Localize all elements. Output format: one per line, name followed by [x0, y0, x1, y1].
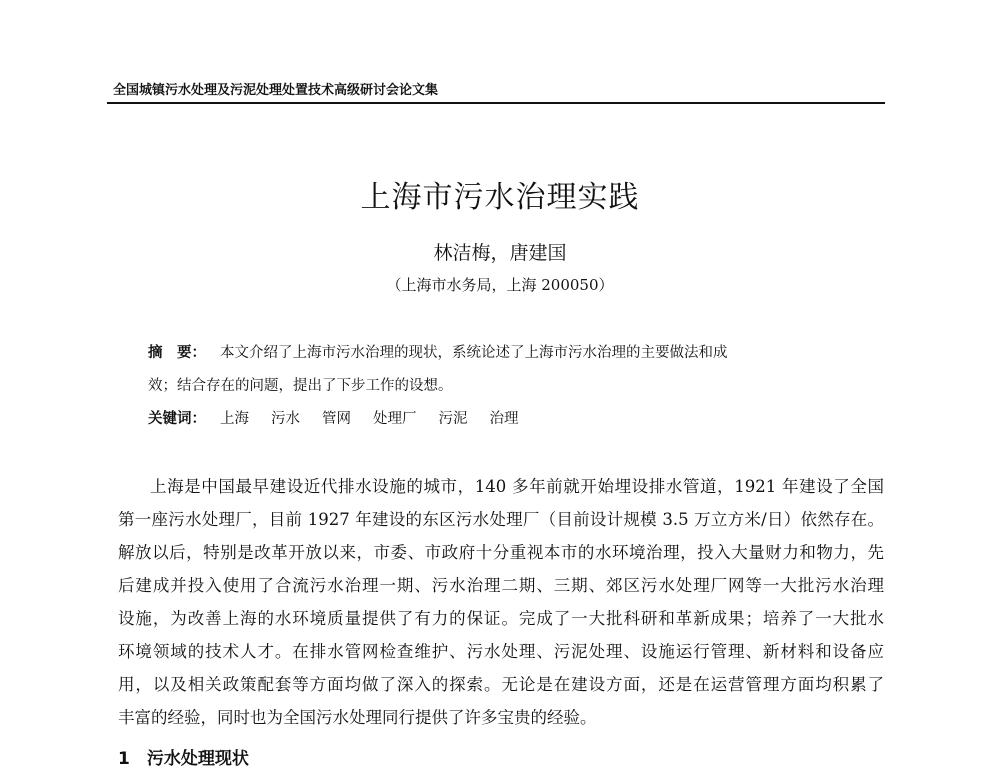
keyword: 污水 — [271, 411, 300, 427]
keywords — [148, 407, 854, 428]
keyword: 管网 — [322, 411, 351, 427]
body-line: 第一座污水处理厂，目前 1927 年建设的东区污水处理厂（目前设计规模 3.5 万立方米/日）依然存在。 — [118, 510, 884, 529]
body-line: 上海是中国最早建设近代排水设施的城市，140 多年前就开始埋设排水管道，1921 年建设了全国 — [150, 477, 884, 496]
body-line: 后建成并投入使用了合流污水治理一期、污水治理二期、三期、郊区污水处理厂网等一大批污水治理 — [118, 576, 884, 595]
header-rule — [107, 102, 885, 104]
paper-title: 上海市污水治理实践 — [360, 180, 640, 215]
keyword: 治理 — [489, 411, 519, 427]
abstract-line-2: 效；结合存在的问题，提出了下步工作的设想。 — [148, 378, 453, 394]
section-heading: 1 污水处理现状 — [118, 749, 249, 769]
body-line: 设施，为改善上海的水环境质量提供了有力的保证。完成了一大批科研和革新成果；培养了一大批水 — [118, 609, 884, 628]
body-line: 解放以后，特别是改革开放以来，市委、市政府十分重视本市的水环境治理，投入大量财力和物力，先 — [118, 543, 884, 562]
running-header: 全国城镇污水处理及污泥处理处置技术高级研讨会论文集 — [113, 83, 439, 98]
authors: 林洁梅，唐建国 — [433, 242, 567, 264]
abstract-label: 摘 要： — [148, 345, 206, 361]
affiliation: （上海市水务局，上海 200050） — [386, 276, 614, 294]
keywords-label: 关键词： — [148, 411, 206, 427]
body-line: 丰富的经验，同时也为全国污水处理同行提供了许多宝贵的经验。 — [118, 708, 597, 727]
abstract-text: 本文介绍了上海市污水治理的现状，系统论述了上海市污水治理的主要做法和成 — [220, 345, 728, 361]
keyword: 上海 — [220, 411, 249, 427]
keyword: 污泥 — [438, 411, 468, 427]
body-line: 用，以及相关政策配套等方面均做了深入的探索。无论是在建设方面，还是在运营管理方面均积累了 — [118, 675, 884, 694]
abstract-line-1 — [148, 341, 854, 362]
body-line: 环境领域的技术人才。在排水管网检查维护、污水处理、污泥处理、设施运行管理、新材料和设备应 — [118, 642, 884, 661]
keyword: 处理厂 — [373, 411, 417, 427]
